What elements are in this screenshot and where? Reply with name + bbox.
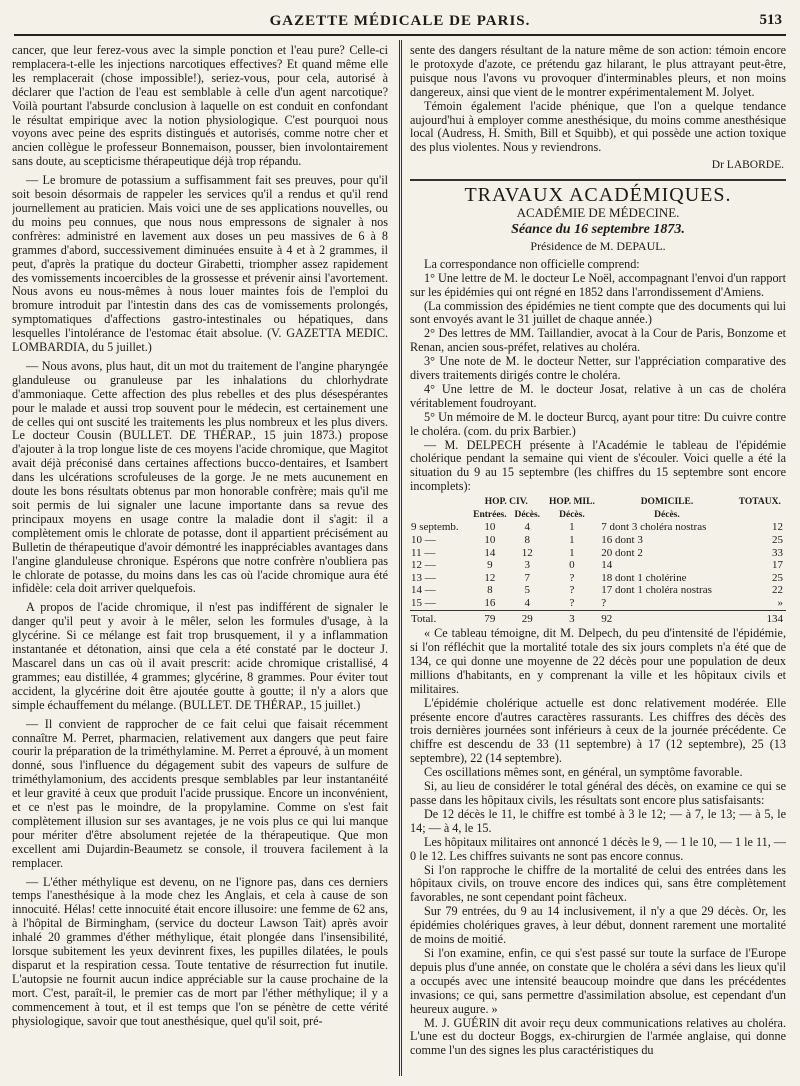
author-signature: Dr LABORDE.	[711, 159, 784, 172]
paragraph: — M. DELPECH présente à l'Académie le tableau de l'épidémie cholérique pendant la semaine qui vient de s'écouler. Voici quelle a été la situation du 9 au 15 septembre (les chiffres du 15 septembre sont encore incomplets):	[410, 437, 786, 494]
total-cell: 25	[772, 533, 783, 546]
column-subheader: Entrées.	[473, 509, 507, 520]
day-cell: 13 —	[411, 571, 436, 584]
paragraph: Témoin également l'acide phénique, que l'on a quelque tendance aujourd'hui à employer comme anesthésique, du moins comme anesthésique local (Audress, H. Smith, Bill et Squibb), et qui possède une action toxique des plus violentes. Nous y reviendrons.	[410, 98, 786, 155]
military-deaths-cell: 3	[544, 610, 601, 625]
paragraph: — Nous avons, plus haut, dit un mot du traitement de l'angine pharyngée glanduleuse ou granuleuse par les inhalations du chlorhydrate d'ammoniaque. Cette affection des plus rebelles et des plus désespérantes pour le malade et aussi trop souvent pour le médecin, est certainement une de celles qui ont suscité les traitements les plus nombreux et les plus divers. Le docteur Cousin (BULLET. DE THÉRAP., 15 juin 1873.) propose d'ajouter à la trop longue liste de ces moyens l'acide chromique, que Magitot avait déjà préconisé dans certaines affections bucco-dentaires, et Isambert dans les ulcérations scrofuleuses de la gorge. Je ne mets aucunement en doute les bons résultats obtenus par mon honorable confrère; mais qu'il me soit permis de lui signaler une lacune importante dans sa revue des principaux moyens en usage contre la maladie dont il s'agit: il a complètement omis le chlorate de potasse, dont il appartient précisément au Bulletin de thérapeutique d'avoir démontré les inappréciables avantages dans l'angine glanduleuse chronique. Espérons que notre confrère n'oubliera pas le chlorate de potasse, du moins dans les cas où l'acide chromique aura été infidèle: cela doit arriver quelquefois.	[12, 358, 388, 596]
total-cell: 25	[772, 571, 783, 584]
paragraph: 2° Des lettres de MM. Taillandier, avocat à la Cour de Paris, Bonzome et Renan, ancien sous-préfet, relatives au choléra.	[410, 326, 786, 355]
paragraph: Sur 79 entrées, du 9 au 14 inclusivement, il n'y a que 29 décès. Or, les épidémies cholériques graves, à leur début, donnent rarement une mortalité de moins de moitié.	[410, 904, 786, 947]
entries-cell: 10	[484, 533, 496, 546]
total-cell: 134	[734, 610, 786, 625]
column-header: TOTAUX.	[738, 497, 781, 508]
home-deaths-cell: 14	[601, 559, 613, 572]
table-row	[410, 559, 786, 572]
cholera-deaths-table	[410, 496, 786, 625]
table-row	[410, 534, 786, 547]
table-subheader-row	[410, 509, 786, 522]
paragraph: M. J. GUÉRIN dit avoir reçu deux communications relatives au choléra. L'une est du docteur Boggs, ex-chirurgien de l'armée anglaise, qui donne comme l'un des signes les plus caractéristiques du	[410, 1015, 786, 1058]
paragraph: De 12 décès le 11, le chiffre est tombé à 3 le 12; — à 7, le 13; — à 5, le 14; — à 4, le 15.	[410, 806, 786, 835]
paragraph: La correspondance non officielle comprend:	[424, 256, 640, 271]
paragraph: — Le bromure de potassium a suffisamment fait ses preuves, pour qu'il soit besoin désormais de rappeler les services qu'il a rendus et qu'il rend journellement au praticien. Mais voici une de ses applications nouvelles, ou du moins peu connues, que nous nous empressons de signaler à nos confrères: administré en lavement aux doses un peu massives de 6 à 8 grammes d'abord, successivement diminuées ensuite à 4 et à 2 grammes, il peut, d'après la pratique du docteur Girabetti, triompher assez rapidement des vomissements incoercibles de la grossesse et prévenir ainsi l'avortement. Nous avons eu nous-mêmes à nous louer maintes fois de l'emploi du bromure introduit par l'intestin dans des cas de vomissements prolongés, symptomatiques d'affections gastro-intestinales ou hépatiques, dans lesquelles l'intolérance de l'estomac était absolue. (V. GAZETTA MEDIC. LOMBARDIA, du 5 juillet.)	[12, 173, 388, 355]
entries-cell: 12	[484, 571, 496, 584]
home-deaths-cell: ?	[601, 596, 607, 609]
entries-cell: 10	[484, 521, 496, 534]
civil-deaths-cell: 29	[511, 610, 544, 625]
column-subheader: Décès.	[654, 509, 680, 520]
column-header: HOP. CIV.	[484, 497, 528, 508]
total-cell: »	[777, 596, 783, 609]
table-row	[410, 584, 786, 597]
paragraph: (La commission des épidémies ne tient compte que des documents qui lui sont envoyés avant le 31 juillet de chaque année.)	[410, 298, 786, 327]
home-deaths-cell: 92	[600, 610, 733, 625]
day-cell: 12 —	[411, 559, 436, 572]
day-cell: 10 —	[411, 533, 436, 546]
paragraph: cancer, que leur ferez-vous avec la simple ponction et l'eau pure? Celle-ci remplacera-t-elle les injections narcotiques effectives? Et quand même elle les remplacerait (chose impossible!), seriez-vous, pour cela, autorisé à déclarer que l'action de l'eau est semblable à celle d'un agent narcotique? Voilà pourtant l'absurde conclusion à laquelle on est conduit en confondant le résultat empirique avec la notion physiologique. C'est pourquoi nous voyons avec peine des esprits distingués et autorisés, comme notre cher et ancien collègue le professeur Bonnemaison, pousser, bien involontairement sans doute, au scepticisme thérapeutique déjà trop répandu.	[12, 44, 388, 169]
total-label: Total.	[410, 610, 469, 625]
table-row	[410, 521, 786, 534]
home-deaths-cell: 16 dont 3	[601, 533, 643, 546]
paragraph: — L'éther méthylique est devenu, on ne l'ignore pas, dans ces derniers temps l'anesthésique à la mode chez les Anglais, et cela à cause de son innocuité. Hélas! cette innocuité était encore illusoire: une femme de 62 ans, à l'hôpital de Birmingham, (service du docteur Lawson Tait) après avoir inhalé 20 grammes d'éther méthylique, était plongée dans l'insensibilité, lorsque subitement les yeux devinrent fixes, les pupilles dilatées, le pouls disparut et la respiration cessa. Toute tentative de résurrection fut inutile. L'autopsie ne fournit aucun indice appréciable sur la cause prochaine de la mort. C'est, paraît-il, le premier cas de mort par l'éther méthylique; il y a commencement à tout, et il est temps que l'on se pénètre de cette vérité physiologique, savoir que tout anesthésique, quel qu'il soit, pré-	[12, 874, 388, 1028]
section-title: TRAVAUX ACADÉMIQUES.	[464, 184, 732, 207]
military-deaths-cell: 1	[569, 533, 575, 546]
column-header: DOMICILE.	[640, 497, 694, 508]
paragraph: 4° Une lettre de M. le docteur Josat, relative à un cas de choléra véritablement foudroyant.	[410, 381, 786, 410]
table-row	[410, 597, 786, 610]
paragraph: Si l'on examine, enfin, ce qui s'est passé sur toute la surface de l'Europe depuis plus d'une année, on constate que le choléra a sévi dans les lieux qu'il a occupés avec une intensité beaucoup moindre que dans les précédentes invasions; ce qui, sans permettre d'assimilation absolue, est cependant d'un heureux augure. »	[410, 945, 786, 1016]
paragraph: 3° Une note de M. le docteur Netter, sur l'appréciation comparative des divers traitements dirigés contre le choléra.	[410, 354, 786, 383]
paragraph: Ces oscillations mêmes sont, en général, un symptôme favorable.	[424, 765, 743, 780]
page-header	[14, 8, 786, 36]
paragraph: Si, au lieu de considérer le total général des décès, on examine ce qui se passe dans les hôpitaux civils, les résultats sont encore plus satisfaisants:	[410, 779, 786, 807]
day-cell: 9 septemb.	[411, 521, 459, 534]
home-deaths-cell: 7 dont 3 choléra nostras	[601, 521, 707, 534]
column-header: HOP. MIL.	[549, 497, 595, 508]
home-deaths-cell: 17 dont 1 choléra nostras	[601, 584, 712, 597]
military-deaths-cell: ?	[569, 571, 575, 584]
civil-deaths-cell: 12	[521, 546, 533, 559]
column-subheader: Décès.	[559, 509, 585, 520]
civil-deaths-cell: 4	[524, 521, 530, 534]
day-cell: 11 —	[411, 546, 436, 559]
paragraph: — Il convient de rapprocher de ce fait celui que faisait récemment connaître M. Perret, pharmacien, relativement aux dangers que peut faire courir la préparation de la triméthylamine. M. Perret a éprouvé, à un moment donné, sous l'influence du dégagement subit des vapeurs de sulfure de triméthylamonium, des accidents presque semblables par leur instantanéité et leur gravité à ceux que produit l'acide prussique. Encore un inconvénient, et ce n'est pas le moindre, de la propylamine. Comme on s'est fait complètement illusion sur ses avantages, je ne vois plus ce qui lui manque pour mériter d'être absolument rejetée de la thérapeutique. Que mon excellent ami Dujardin-Beaumetz se console, il trouvera facilement à la remplacer.	[12, 716, 388, 870]
paragraph: 1° Une lettre de M. le docteur Le Noël, accompagnant l'envoi d'un rapport sur les épidémies qui ont régné en 1852 dans l'arrondissement d'Amiens.	[410, 270, 786, 299]
paragraph: Les hôpitaux militaires ont annoncé 1 décès le 9, — 1 le 10, — 1 le 11, — 0 le 12. Les chiffres suivants ne sont pas encore connus.	[410, 834, 786, 863]
paragraph: sente des dangers résultant de la nature même de son action: témoin encore le protoxyde d'azote, ce prétendu gaz hilarant, le plus attrayant peut-être, puisque nous l'avons vu provoquer d'interminables pleurs, et non moins dangereux, ainsi que vient de le montrer expérimentalement M. Jolyet.	[410, 44, 786, 99]
civil-deaths-cell: 7	[524, 571, 530, 584]
right-column	[410, 44, 786, 1076]
section-rule	[410, 179, 786, 181]
total-cell: 22	[772, 584, 783, 597]
paragraph: « Ce tableau témoigne, dit M. Delpech, du peu d'intensité de l'épidémie, si l'on réfléchit que la mortalité totale des six jours complets n'a été que de 134, ce qui donne une moyenne de 22 décès pour une population de deux millions d'habitants, en y comprenant la ville et les hôpitaux civils et militaires.	[410, 626, 786, 696]
entries-cell: 79	[469, 610, 511, 625]
entries-cell: 16	[484, 596, 496, 609]
paragraph: Si l'on rapproche le chiffre de la mortalité de celui des entrées dans les hôpitaux civils, on trouve encore des indices qui, sans être complètement favorables, ne sont cependant point fâcheux.	[410, 862, 786, 905]
entries-cell: 8	[487, 584, 493, 597]
presidency: Présidence de M. DEPAUL.	[530, 238, 666, 253]
total-cell: 17	[772, 559, 783, 572]
paragraph: A propos de l'acide chromique, il n'est pas indifférent de signaler le danger qu'il peut y avoir à le mêler, selon les formules d'usage, à la glycérine. Si ce mélange est fait trop brusquement, il y a inflammation instantanée et détonation, ainsi que cela a été constaté par le docteur J. Mascarel dans un cas où il avait prescrit: acide chromique cristallisé, 4 grammes; eau distillée, 4 grammes; glycérine, 8 grammes. Pour éviter tout accident, la glycérine doit être ajoutée goutte à goutte; il n'y a alors que simple échauffement du mélange. (BULLET. DE THÉRAP., 15 juillet.)	[12, 600, 388, 712]
journal-title: GAZETTE MÉDICALE DE PARIS.	[269, 13, 531, 29]
academy-name: ACADÉMIE DE MÉDECINE.	[516, 205, 680, 221]
table-row	[410, 547, 786, 560]
civil-deaths-cell: 5	[524, 584, 530, 597]
civil-deaths-cell: 4	[524, 596, 530, 609]
day-cell: 15 —	[411, 596, 436, 609]
table-header-row	[410, 496, 786, 509]
military-deaths-cell: 1	[569, 546, 575, 559]
home-deaths-cell: 20 dont 2	[601, 546, 643, 559]
paragraph: 5° Un mémoire de M. le docteur Burcq, ayant pour titre: Du cuivre contre le choléra. (com. du prix Barbier.)	[410, 409, 786, 438]
left-column	[12, 44, 388, 1076]
military-deaths-cell: ?	[569, 596, 575, 609]
total-cell: 12	[772, 521, 783, 534]
table-row	[410, 572, 786, 585]
home-deaths-cell: 18 dont 1 cholérine	[601, 571, 687, 584]
military-deaths-cell: 0	[569, 559, 575, 572]
column-subheader: Décès.	[514, 509, 541, 520]
table-total-row	[410, 610, 786, 625]
paragraph: L'épidémie cholérique actuelle est donc relativement modérée. Elle présente encore d'autres caractères rassurants. Les chiffres des décès des trois dernières journées sont inférieurs à ceux de la journée précédente. Ce chiffre est descendu de 33 (11 septembre) à 17 (12 septembre), 25 (13 septembre), 22 (14 septembre).	[410, 695, 786, 766]
day-cell: 14 —	[411, 584, 436, 597]
session-date: Séance du 16 septembre 1873.	[511, 221, 685, 237]
military-deaths-cell: ?	[569, 584, 575, 597]
entries-cell: 9	[487, 559, 493, 572]
column-divider	[399, 40, 402, 1076]
entries-cell: 14	[484, 546, 496, 559]
page-number: 513	[759, 12, 782, 28]
military-deaths-cell: 1	[569, 521, 575, 534]
civil-deaths-cell: 8	[524, 533, 530, 546]
total-cell: 33	[772, 546, 783, 559]
civil-deaths-cell: 3	[524, 559, 530, 572]
